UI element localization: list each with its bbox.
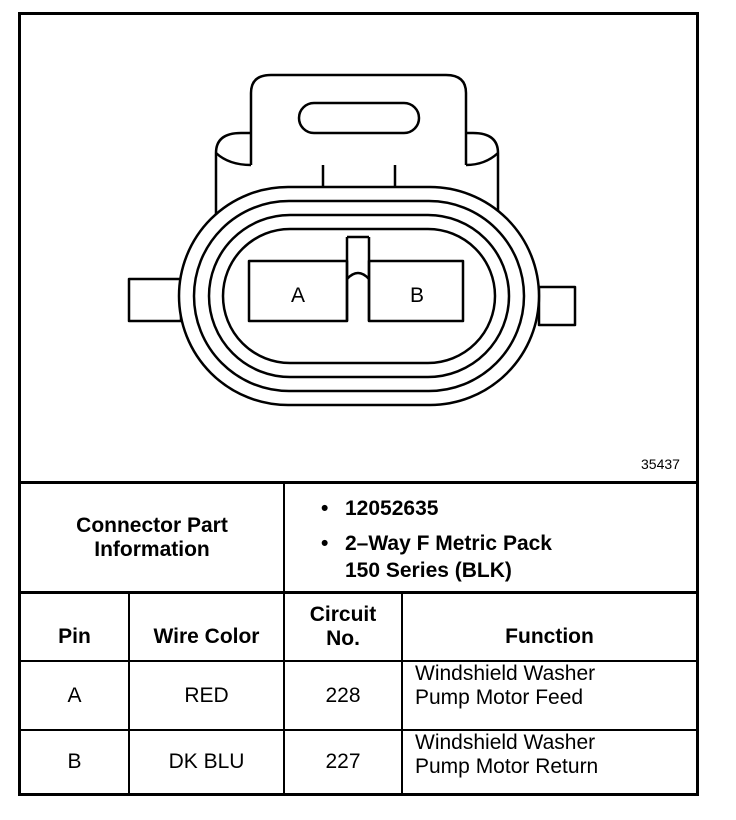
row-a-function: Windshield Washer Pump Motor Feed: [415, 662, 596, 709]
row-a-pin: A: [67, 683, 82, 707]
row-b-pin: B: [67, 750, 82, 773]
row-b-wire-color: DK BLU: [168, 750, 245, 773]
row-b-circuit: 227: [325, 750, 361, 773]
part-info-item: • 2–Way F Metric Pack 150 Series (BLK): [321, 532, 552, 582]
header-circuit: Circuit No.: [309, 602, 377, 650]
header-function: Function: [505, 625, 594, 648]
connector-info-frame: [18, 12, 699, 796]
part-number: 12052635: [345, 497, 439, 520]
connector-type: 2–Way F Metric Pack: [345, 532, 552, 555]
part-info-item: • 12052635: [321, 497, 439, 520]
part-info-label: Connector Part Information: [76, 513, 228, 561]
header-wire-color: Wire Color: [153, 625, 260, 648]
left-ear: [129, 279, 181, 321]
connector-diagram: [21, 15, 696, 481]
row-b-function: Windshield Washer Pump Motor Return: [415, 731, 599, 778]
latch-slot: [299, 103, 419, 133]
pin-label-a: A: [290, 284, 306, 307]
figure-id: 35437: [641, 456, 680, 472]
connector-latch: [251, 75, 466, 165]
right-ear: [539, 287, 575, 325]
connector-series: 150 Series (BLK): [345, 559, 512, 582]
header-pin: Pin: [58, 625, 91, 648]
row-a-circuit: 228: [325, 683, 361, 707]
row-a-wire-color: RED: [184, 683, 229, 707]
part-info-list: [321, 495, 691, 584]
pin-label-b: B: [409, 284, 425, 307]
